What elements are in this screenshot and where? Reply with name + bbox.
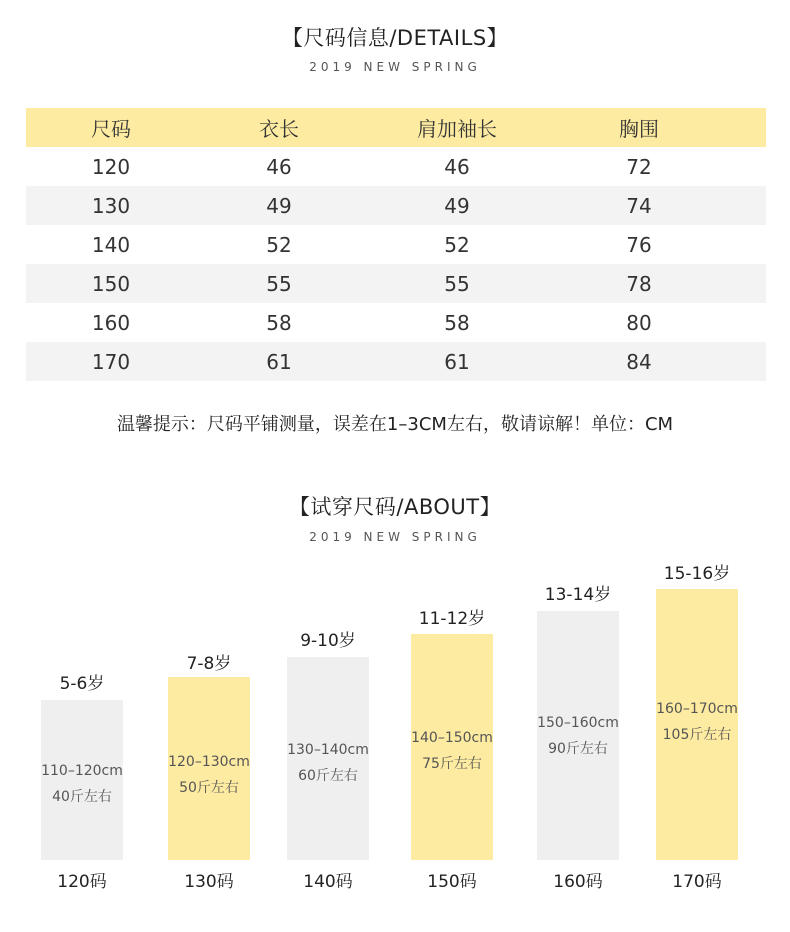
size-label: 140码 [303,872,353,892]
table-cell: 52 [444,232,470,257]
table-cell: 61 [266,349,292,374]
table-cell: 46 [266,154,292,179]
table-cell: 46 [444,154,470,179]
height-range: 120–130cm [168,754,250,770]
header-cell-size: 尺码 [91,117,131,141]
weight-range: 90斤左右 [548,741,608,757]
height-range: 150–160cm [537,715,619,731]
fit-bar [411,634,493,860]
height-range: 110–120cm [41,763,123,779]
header-cell-length: 衣长 [259,117,299,141]
table-cell: 61 [444,349,470,374]
table-cell: 76 [626,232,652,257]
size-label: 130码 [184,872,234,892]
weight-range: 50斤左右 [179,780,239,796]
height-range: 130–140cm [287,742,369,758]
table-cell: 58 [444,310,470,335]
size-label: 160码 [553,872,603,892]
header-cell-chest: 胸围 [619,117,659,141]
size-label: 170码 [672,872,722,892]
age-label: 9-10岁 [300,631,356,651]
weight-range: 40斤左右 [52,789,112,805]
fit-bar [168,677,250,860]
table-cell: 58 [266,310,292,335]
header-cell-shoulder-sleeve: 肩加袖长 [417,117,497,141]
weight-range: 60斤左右 [298,768,358,784]
table-cell: 84 [626,349,652,374]
about-title: 【试穿尺码/ABOUT】 [288,495,502,519]
about-subtitle: 2019 NEW SPRING [309,530,481,544]
table-cell: 120 [91,154,131,179]
age-label: 11-12岁 [418,609,486,629]
table-cell: 140 [91,232,131,257]
details-subtitle: 2019 NEW SPRING [309,60,481,74]
table-cell: 170 [91,349,131,374]
height-range: 140–150cm [411,730,493,746]
table-cell: 49 [266,193,292,218]
size-label: 120码 [57,872,107,892]
table-cell: 160 [91,310,131,335]
table-cell: 78 [626,271,652,296]
fit-bar [537,611,619,860]
weight-range: 75斤左右 [422,756,482,772]
age-label: 7-8岁 [186,654,232,674]
size-label: 150码 [427,872,477,892]
fit-bar [41,700,123,860]
table-cell: 72 [626,154,652,179]
table-cell: 52 [266,232,292,257]
details-title: 【尺码信息/DETAILS】 [281,26,509,50]
table-cell: 74 [626,193,652,218]
weight-range: 105斤左右 [662,727,732,743]
table-cell: 80 [626,310,652,335]
table-cell: 55 [444,271,470,296]
age-label: 15-16岁 [663,564,731,584]
table-cell: 150 [91,271,131,296]
fit-bar [656,589,738,860]
fit-bar [287,657,369,860]
age-label: 5-6岁 [59,674,105,694]
table-cell: 130 [91,193,131,218]
age-label: 13-14岁 [544,585,612,605]
measurement-note: 温馨提示：尺码平铺测量，误差在1–3CM左右，敬请谅解！单位：CM [116,414,674,435]
table-cell: 55 [266,271,292,296]
table-cell: 49 [444,193,470,218]
height-range: 160–170cm [656,701,738,717]
